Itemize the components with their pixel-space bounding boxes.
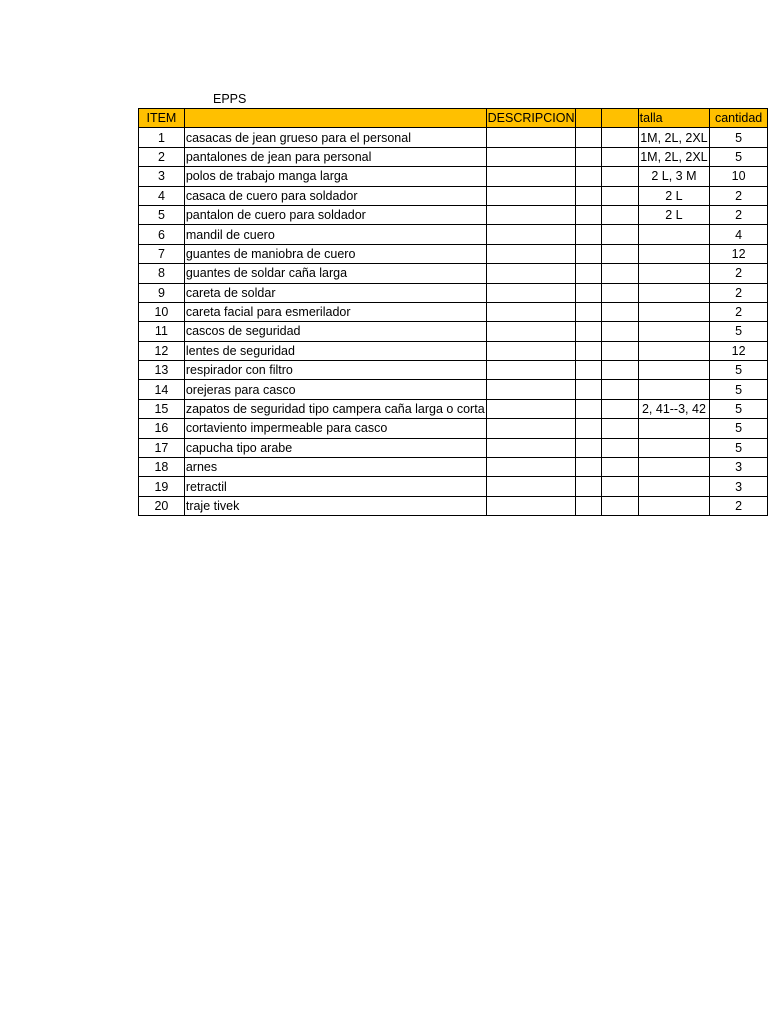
item-cell[interactable]: 16 <box>139 419 185 438</box>
item-cell[interactable]: 1 <box>139 128 185 147</box>
table-row <box>139 244 768 263</box>
talla-cell[interactable] <box>638 458 710 477</box>
talla-cell[interactable] <box>638 225 710 244</box>
empty-cell-d[interactable] <box>576 361 601 380</box>
item-cell[interactable]: 6 <box>139 225 185 244</box>
descripcion-cell-text: pantalon de cuero para soldador <box>185 208 366 223</box>
header-cell-b[interactable] <box>184 109 486 128</box>
talla-cell[interactable] <box>638 477 710 496</box>
descripcion-cell-text: mandil de cuero <box>185 227 275 242</box>
empty-cell-d[interactable] <box>576 496 601 515</box>
descripcion-cell[interactable] <box>184 186 486 205</box>
empty-cell-e[interactable] <box>601 167 638 186</box>
talla-cell[interactable]: 2 L <box>638 186 710 205</box>
talla-cell[interactable]: 1M, 2L, 2XL <box>638 147 710 166</box>
empty-cell-e[interactable] <box>601 186 638 205</box>
table-row <box>139 186 768 205</box>
empty-cell-c[interactable] <box>486 264 576 283</box>
talla-cell[interactable]: 2, 41--3, 42 <box>638 399 710 418</box>
cantidad-cell[interactable]: 2 <box>710 264 768 283</box>
cantidad-cell[interactable]: 12 <box>710 341 768 360</box>
descripcion-cell[interactable] <box>184 419 486 438</box>
descripcion-cell[interactable] <box>184 458 486 477</box>
item-cell[interactable]: 9 <box>139 283 185 302</box>
talla-cell[interactable] <box>638 244 710 263</box>
cantidad-cell[interactable]: 2 <box>710 205 768 224</box>
talla-cell[interactable]: 1M, 2L, 2XL <box>638 128 710 147</box>
talla-cell[interactable] <box>638 380 710 399</box>
table-row <box>139 147 768 166</box>
table-body <box>139 109 768 516</box>
empty-cell-c[interactable] <box>486 322 576 341</box>
epps-table <box>138 108 768 516</box>
empty-cell-d[interactable] <box>576 167 601 186</box>
empty-cell-c[interactable] <box>486 128 576 147</box>
descripcion-cell[interactable] <box>184 244 486 263</box>
descripcion-cell[interactable] <box>184 147 486 166</box>
cantidad-cell[interactable]: 2 <box>710 496 768 515</box>
table-row <box>139 399 768 418</box>
descripcion-cell-text: guantes de soldar caña larga <box>185 266 348 281</box>
empty-cell-e[interactable] <box>601 128 638 147</box>
table-row <box>139 167 768 186</box>
talla-cell[interactable] <box>638 496 710 515</box>
empty-cell-e[interactable] <box>601 283 638 302</box>
descripcion-cell-text: respirador con filtro <box>185 363 293 378</box>
talla-cell[interactable] <box>638 264 710 283</box>
item-cell[interactable]: 11 <box>139 322 185 341</box>
table-row <box>139 361 768 380</box>
empty-cell-e[interactable] <box>601 496 638 515</box>
talla-cell[interactable] <box>638 341 710 360</box>
empty-cell-d[interactable] <box>576 264 601 283</box>
header-row <box>139 109 768 128</box>
descripcion-cell-text: retractil <box>185 479 227 494</box>
empty-cell-d[interactable] <box>576 128 601 147</box>
empty-cell-c[interactable] <box>486 302 576 321</box>
table-row <box>139 264 768 283</box>
descripcion-cell[interactable] <box>184 167 486 186</box>
empty-cell-c[interactable] <box>486 361 576 380</box>
item-cell[interactable]: 7 <box>139 244 185 263</box>
empty-cell-c[interactable] <box>486 283 576 302</box>
descripcion-cell[interactable] <box>184 399 486 418</box>
header-descripcion[interactable] <box>486 109 576 128</box>
table-row <box>139 477 768 496</box>
talla-cell[interactable] <box>638 322 710 341</box>
cantidad-cell[interactable]: 5 <box>710 322 768 341</box>
item-cell[interactable]: 18 <box>139 458 185 477</box>
empty-cell-d[interactable] <box>576 302 601 321</box>
descripcion-cell-text: lentes de seguridad <box>185 343 295 358</box>
item-cell[interactable]: 20 <box>139 496 185 515</box>
empty-cell-e[interactable] <box>601 341 638 360</box>
empty-cell-c[interactable] <box>486 477 576 496</box>
descripcion-cell-text: careta facial para esmerilador <box>185 305 351 320</box>
empty-cell-d[interactable] <box>576 244 601 263</box>
descripcion-cell[interactable] <box>184 302 486 321</box>
descripcion-cell[interactable] <box>184 322 486 341</box>
item-cell[interactable]: 3 <box>139 167 185 186</box>
empty-cell-e[interactable] <box>601 438 638 457</box>
empty-cell-d[interactable] <box>576 458 601 477</box>
talla-cell[interactable] <box>638 419 710 438</box>
descripcion-cell-text: zapatos de seguridad tipo campera caña larga o corta <box>185 402 485 417</box>
empty-cell-e[interactable] <box>601 380 638 399</box>
table-row <box>139 205 768 224</box>
empty-cell-d[interactable] <box>576 399 601 418</box>
item-cell[interactable]: 14 <box>139 380 185 399</box>
empty-cell-e[interactable] <box>601 458 638 477</box>
table-row <box>139 225 768 244</box>
empty-cell-d[interactable] <box>576 380 601 399</box>
header-item[interactable]: ITEM <box>139 109 185 128</box>
empty-cell-e[interactable] <box>601 399 638 418</box>
empty-cell-d[interactable] <box>576 322 601 341</box>
table-row <box>139 128 768 147</box>
cantidad-cell[interactable]: 5 <box>710 128 768 147</box>
empty-cell-e[interactable] <box>601 361 638 380</box>
item-cell[interactable]: 13 <box>139 361 185 380</box>
descripcion-cell[interactable] <box>184 496 486 515</box>
talla-cell[interactable] <box>638 283 710 302</box>
table-row <box>139 419 768 438</box>
table-row <box>139 496 768 515</box>
header-cell-e[interactable] <box>601 109 638 128</box>
descripcion-cell[interactable] <box>184 283 486 302</box>
descripcion-cell-text: traje tivek <box>185 499 240 513</box>
empty-cell-c[interactable] <box>486 496 576 515</box>
descripcion-cell[interactable] <box>184 361 486 380</box>
empty-cell-d[interactable] <box>576 419 601 438</box>
cantidad-cell[interactable]: 5 <box>710 380 768 399</box>
empty-cell-c[interactable] <box>486 244 576 263</box>
empty-cell-e[interactable] <box>601 225 638 244</box>
empty-cell-e[interactable] <box>601 264 638 283</box>
descripcion-cell[interactable] <box>184 438 486 457</box>
empty-cell-d[interactable] <box>576 438 601 457</box>
cantidad-cell[interactable]: 5 <box>710 419 768 438</box>
table-row <box>139 283 768 302</box>
header-descripcion-label: DESCRIPCION <box>487 111 575 126</box>
descripcion-cell-text: casacas de jean grueso para el personal <box>185 130 411 145</box>
empty-cell-d[interactable] <box>576 477 601 496</box>
cantidad-cell[interactable]: 2 <box>710 283 768 302</box>
empty-cell-d[interactable] <box>576 225 601 244</box>
item-cell[interactable]: 2 <box>139 147 185 166</box>
empty-cell-e[interactable] <box>601 322 638 341</box>
cantidad-cell[interactable]: 3 <box>710 458 768 477</box>
cantidad-cell[interactable]: 2 <box>710 302 768 321</box>
talla-cell[interactable] <box>638 361 710 380</box>
talla-cell[interactable]: 2 L, 3 M <box>638 167 710 186</box>
item-cell[interactable]: 8 <box>139 264 185 283</box>
header-cantidad[interactable]: cantidad <box>710 109 768 128</box>
descripcion-cell[interactable] <box>184 128 486 147</box>
sheet-title: EPPS <box>213 92 247 106</box>
item-cell[interactable]: 12 <box>139 341 185 360</box>
item-cell[interactable]: 15 <box>139 399 185 418</box>
empty-cell-c[interactable] <box>486 399 576 418</box>
descripcion-cell[interactable] <box>184 341 486 360</box>
table-row <box>139 341 768 360</box>
table-row <box>139 438 768 457</box>
empty-cell-d[interactable] <box>576 341 601 360</box>
table-row <box>139 302 768 321</box>
empty-cell-c[interactable] <box>486 147 576 166</box>
talla-cell[interactable] <box>638 438 710 457</box>
empty-cell-c[interactable] <box>486 380 576 399</box>
header-cell-d[interactable] <box>576 109 601 128</box>
item-cell[interactable]: 4 <box>139 186 185 205</box>
empty-cell-d[interactable] <box>576 205 601 224</box>
table-row <box>139 458 768 477</box>
empty-cell-e[interactable] <box>601 205 638 224</box>
cantidad-cell[interactable]: 3 <box>710 477 768 496</box>
talla-cell[interactable] <box>638 302 710 321</box>
descripcion-cell-text: arnes <box>185 460 218 475</box>
table-row <box>139 322 768 341</box>
descripcion-cell[interactable] <box>184 477 486 496</box>
empty-cell-e[interactable] <box>601 244 638 263</box>
descripcion-cell-text: polos de trabajo manga larga <box>185 169 348 184</box>
descripcion-cell-text: pantalones de jean para personal <box>185 149 372 164</box>
descripcion-cell[interactable] <box>184 264 486 283</box>
descripcion-cell[interactable] <box>184 205 486 224</box>
empty-cell-e[interactable] <box>601 477 638 496</box>
empty-cell-d[interactable] <box>576 147 601 166</box>
descripcion-cell-text: orejeras para casco <box>185 382 296 397</box>
descripcion-cell-text: cortaviento impermeable para casco <box>185 421 388 436</box>
descripcion-cell-text: careta de soldar <box>185 285 276 300</box>
talla-cell[interactable]: 2 L <box>638 205 710 224</box>
descripcion-cell-text: capucha tipo arabe <box>185 440 293 455</box>
empty-cell-c[interactable] <box>486 419 576 438</box>
empty-cell-e[interactable] <box>601 147 638 166</box>
empty-cell-c[interactable] <box>486 205 576 224</box>
cantidad-cell[interactable]: 5 <box>710 399 768 418</box>
empty-cell-c[interactable] <box>486 167 576 186</box>
cantidad-cell[interactable]: 5 <box>710 147 768 166</box>
empty-cell-c[interactable] <box>486 438 576 457</box>
empty-cell-e[interactable] <box>601 419 638 438</box>
empty-cell-d[interactable] <box>576 283 601 302</box>
descripcion-cell-text: guantes de maniobra de cuero <box>185 246 356 261</box>
item-cell[interactable]: 17 <box>139 438 185 457</box>
empty-cell-c[interactable] <box>486 458 576 477</box>
empty-cell-c[interactable] <box>486 341 576 360</box>
descripcion-cell-text: casaca de cuero para soldador <box>185 188 358 203</box>
cantidad-cell[interactable]: 4 <box>710 225 768 244</box>
empty-cell-d[interactable] <box>576 186 601 205</box>
item-cell[interactable]: 5 <box>139 205 185 224</box>
cantidad-cell[interactable]: 5 <box>710 361 768 380</box>
descripcion-cell[interactable] <box>184 225 486 244</box>
cantidad-cell[interactable]: 5 <box>710 438 768 457</box>
descripcion-cell[interactable] <box>184 380 486 399</box>
item-cell[interactable]: 19 <box>139 477 185 496</box>
item-cell[interactable]: 10 <box>139 302 185 321</box>
header-talla[interactable]: talla <box>638 109 710 128</box>
descripcion-cell-text: cascos de seguridad <box>185 324 301 339</box>
table-row <box>139 380 768 399</box>
cantidad-cell[interactable]: 10 <box>710 167 768 186</box>
empty-cell-c[interactable] <box>486 186 576 205</box>
cantidad-cell[interactable]: 2 <box>710 186 768 205</box>
cantidad-cell[interactable]: 12 <box>710 244 768 263</box>
empty-cell-e[interactable] <box>601 302 638 321</box>
empty-cell-c[interactable] <box>486 225 576 244</box>
